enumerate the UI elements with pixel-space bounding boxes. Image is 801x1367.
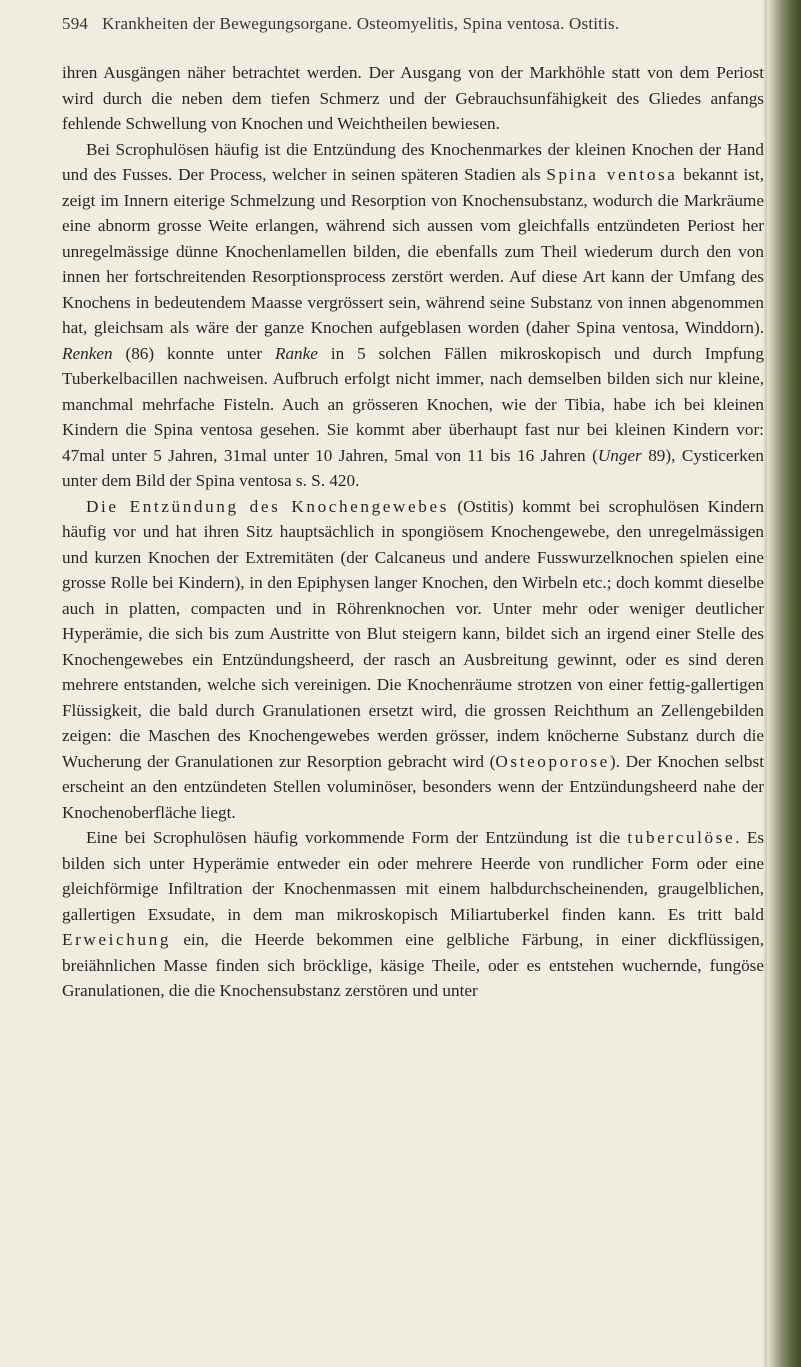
- spaced-emphasis: Erweichung: [62, 930, 172, 949]
- body-text: [62, 60, 764, 1004]
- paragraph: [62, 137, 764, 494]
- paragraph: [62, 825, 764, 1004]
- page-number: 594: [62, 14, 89, 33]
- paragraph: [62, 60, 764, 137]
- text-run: ihren Ausgängen näher betrachtet werden. Der Ausgang von der Markhöhle statt von dem Periost wird durch die neben dem tiefen Schmerz und der Gebrauchsunfähigkeit des Gliedes anfangs fehlende Schwellung von Knochen und Weichtheilen bewiesen.: [62, 63, 764, 133]
- italic-author-name: Unger: [597, 445, 642, 465]
- running-header: [62, 14, 762, 34]
- italic-author-name: Renken: [62, 343, 113, 363]
- spaced-emphasis: tuberculöse: [627, 828, 736, 847]
- text-run: ). Der Knochen selbst erscheint an den entzündeten Stellen voluminöser, besonders wenn der Entzündungsheerd nahe der Knochenoberfläche liegt.: [62, 751, 764, 822]
- spaced-emphasis: Osteoporose: [495, 751, 610, 771]
- text-run: bekannt ist, zeigt im Innern eiterige Schmelzung und Resorption von Knochensubstanz, wodurch die Markräume eine abnorm grosse Weite erlangen, während sich aussen vom gleichfalls entzündeten Periost her unregelmässige dünne Knochenlamellen bilden, die ebenfalls zum Theil wiederum durch den von innen her fortschreitenden Resorptionsprocess zerstört werden. Auf diese Art kann der Umfang des Knochens in bedeutendem Maasse vergrössert sein, während seine Substanz von innen abgenommen hat, gleichsam als wäre der ganze Knochen aufgeblasen worden (daher Spina ventosa, Winddorn).: [62, 165, 764, 337]
- text-run: 89), Cysticerken unter dem Bild der Spina ventosa s. S. 420.: [62, 445, 764, 490]
- text-run: (Ostitis) kommt bei scrophulösen Kindern häufig vor und hat ihren Sitz hauptsächlich in spongiösem Knochengewebe, den unregelmässigen und kurzen Knochen der Extremitäten (der Calcaneus und andere Fusswurzelknochen spielen eine grosse Rolle bei Kindern), in den Epiphysen langer Knochen, den Wirbeln etc.; doch kommt dieselbe auch in platten, compacten und in Röhrenknochen vor. Unter mehr oder weniger deutlicher Hyperämie, die sich bis zum Austritte von Blut steigern kann, bildet sich an irgend einer Stelle des Knochengewebes ein Entzündungsheerd, der rasch an Ausbreitung gewinnt, oder es sind deren mehrere entstanden, welche sich vereinigen. Die Knochenräume strotzen von einer fettig-gallertigen Flüssigkeit, die bald durch Granulationen ersetzt wird, die grossen Reichthum an Zellengebilden zeigen: die Maschen des Knochengewebes werden grösser, indem knöcherne Substanz durch die Wucherung der Granulationen zur Resorption gebracht wird (: [62, 496, 764, 771]
- text-run: . Es bilden sich unter Hyperämie entweder ein oder mehrere Heerde von rundlicher Form oder eine gleichförmige Infiltration der Knochenmassen mit einem halbdurchscheinenden, graugelblichen, gallertigen Exsudate, in dem man mikroskopisch Miliartuberkel finden kann. Es tritt bald: [62, 828, 765, 924]
- text-run: ein, die Heerde bekommen eine gelbliche Färbung, in einer dickflüssigen, breiähnlichen Masse finden sich bröcklige, käsige Theile, oder es entstehen wuchernde, fungöse Granulationen, die die Knochensubstanz zerstören und unter: [62, 930, 764, 1000]
- spaced-emphasis: Die Entzündung des Knochengewebes: [86, 496, 449, 516]
- text-run: (86) konnte unter: [112, 343, 275, 363]
- book-binding-edge: [767, 0, 801, 1367]
- text-run: in 5 solchen Fällen mikroskopisch und durch Impfung Tuberkelbacillen nachweisen. Aufbruch erfolgt nicht immer, nach demselben bilden sich nur kleine, manchmal mehrfache Fisteln. Auch an grösseren Knochen, wie der Tibia, habe ich bei kleinen Kindern die Spina ventosa gesehen. Sie kommt aber überhaupt fast nur bei kleinen Kindern vor: 47mal unter 5 Jahren, 31mal unter 10 Jahren, 5mal von 11 bis 16 Jahren (: [62, 343, 764, 465]
- running-title: Krankheiten der Bewegungsorgane. Osteomyelitis, Spina ventosa. Ostitis.: [102, 14, 620, 33]
- text-run: Bei Scrophulösen häufig ist die Entzündung des Knochenmarkes der kleinen Knochen der Hand und des Fusses. Der Process, welcher in seinen späteren Stadien als: [62, 139, 764, 184]
- spaced-emphasis: Spina ventosa: [546, 165, 678, 184]
- paragraph: [62, 494, 764, 826]
- italic-author-name: Ranke: [274, 343, 318, 363]
- text-run: Eine bei Scrophulösen häufig vorkommende Form der Entzündung ist die: [86, 828, 628, 847]
